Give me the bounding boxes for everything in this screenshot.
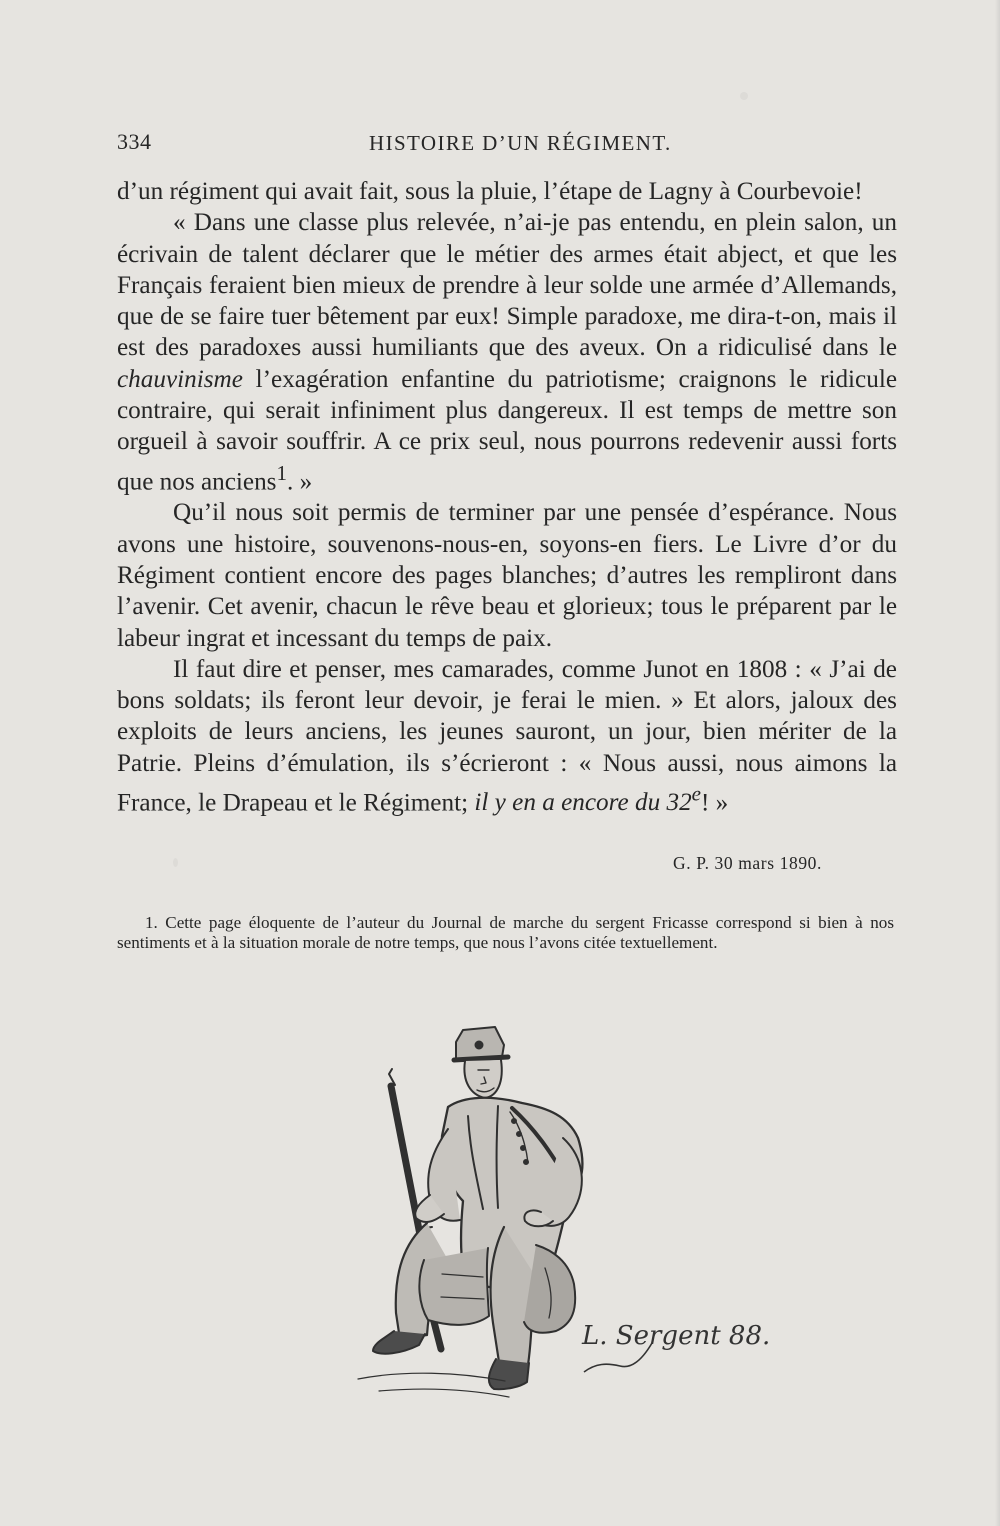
quoted-paragraph <box>117 207 897 497</box>
kepi-badge <box>475 1041 483 1049</box>
soldier-illustration <box>338 1018 771 1426</box>
quoted-paragraph-part-2: l’exagération enfantine du patriotisme; craignons le ridicule contraire, qui serait infiniment plus dangereux. Il est temps de mettre son orgueil à savoir souffrir. A ce prix seul, nous pourrons redevenir aussi forts que nos anciens <box>117 365 897 496</box>
coat-button <box>512 1119 517 1124</box>
paragraph-continuation: d’un régiment qui avait fait, sous la pluie, l’étape de Lagny à Courbevoie! <box>117 178 863 205</box>
coat-button <box>517 1132 522 1137</box>
right-boot <box>489 1359 529 1389</box>
quoted-paragraph-part-1: « Dans une classe plus relevée, n’ai-je pas entendu, en plein salon, un écrivain de talent déclarer que le métier des armes était abject, et que les Français feraient bien mieux de prendre à leur solde une armée d’Allemands, que de se faire tuer bêtement par eux! Simple paradoxe, me dira-t-on, mais il est des paradoxes aussi humiliants que des aveux. On a ridiculisé dans le <box>117 209 897 362</box>
closing-paragraph-text: Il faut dire et penser, mes camarades, comme Junot en 1808 : « J’ai de bons soldats; ils feront leur devoir, je ferai le mien. » Et alors, jaloux des exploits de leurs anciens, les jeunes sauront, un jour, bien mériter de la Patrie. Pleins d’émulation, ils s’écrieront : « Nous aussi, nous aimons la France, le Drapeau et le Régiment; <box>117 655 897 817</box>
scan-edge-shadow <box>995 0 1000 1526</box>
page-number: 334 <box>117 129 152 154</box>
author-signature-date: G. P. 30 mars 1890. <box>673 853 822 873</box>
coat-button <box>524 1160 529 1165</box>
kepi-band <box>454 1057 508 1060</box>
pack-bag <box>419 1248 489 1325</box>
closing-quote-end: ! » <box>701 789 729 817</box>
closing-paragraph <box>117 654 897 819</box>
rifle-bayonet-tip <box>389 1069 395 1085</box>
italic-term: chauvinisme <box>117 365 243 393</box>
closing-italic-text: il y en a encore du 32 <box>474 789 692 817</box>
footnote-marker: 1. <box>145 913 158 932</box>
page-speck <box>740 92 748 100</box>
running-head: HISTOIRE D’UN RÉGIMENT. <box>369 131 672 155</box>
coat-button <box>521 1146 526 1151</box>
footnote-text: Cette page éloquente de l’auteur du Journal de marche du sergent Fricasse correspond si bien à nos sentiments et à la situation morale de notre temps, que nous l’avons citée textuellement. <box>117 913 894 952</box>
footnote-reference: 1 <box>276 460 287 485</box>
left-boot <box>373 1331 425 1354</box>
artist-signature: L. Sergent 88. <box>582 1321 771 1351</box>
ground-shading <box>358 1373 509 1397</box>
footnote-text-block <box>117 913 894 953</box>
main-text <box>117 176 897 819</box>
hope-paragraph: Qu’il nous soit permis de terminer par une pensée d’espérance. Nous avons une histoire, souvenons-nous-en, soyons-en fiers. Le Livre d’or du Régiment contient encore des pages blanches; d’autres les rempliront dans l’avenir. Cet avenir, chacun le rêve beau et glorieux; tous le préparent par le labeur ingrat et incessant du temps de paix. <box>117 499 897 652</box>
superscript-e: e <box>691 782 701 807</box>
quoted-paragraph-end: . » <box>286 468 313 496</box>
footnote <box>117 913 894 953</box>
closing-italic <box>474 782 701 817</box>
